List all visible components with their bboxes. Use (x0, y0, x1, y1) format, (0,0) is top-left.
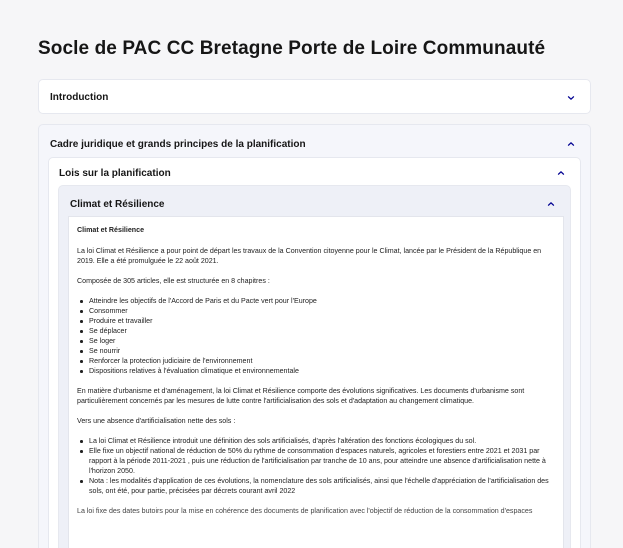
accordion-lois-planification-header[interactable] (49, 158, 580, 188)
accordion-climat-resilience (58, 185, 571, 548)
accordion-introduction (38, 79, 591, 114)
list-item: Consommer (77, 306, 555, 316)
content-paragraph-urbanisme: En matière d'urbanisme et d'aménagement, la loi Climat et Résilience comporte des évolutions significatives. Les documents d'urbanisme sont particulièrement concernés par les mesures de lutte contre l'artificialisation des sols et d'adaptation au changement climatique. (77, 387, 525, 405)
list-item: La loi Climat et Résilience introduit une définition des sols artificialisés, d'après l'altération des fonctions écologiques du sol. (77, 436, 555, 446)
accordion-introduction-header[interactable] (39, 80, 590, 115)
accordion-cadre-juridique-label: Cadre juridique et grands principes de la planification (50, 138, 306, 150)
accordion-climat-resilience-label: Climat et Résilience (70, 198, 165, 210)
accordion-cadre-juridique (38, 124, 591, 548)
list-item: Se déplacer (77, 326, 555, 336)
chevron-down-icon[interactable] (566, 93, 576, 103)
content-paragraph-dates: La loi fixe des dates butoirs pour la mise en cohérence des documents de planification avec l'objectif de réduction de la consommation d'espaces (77, 507, 533, 515)
accordion-introduction-label: Introduction (50, 92, 109, 103)
chevron-up-icon[interactable] (566, 139, 576, 149)
list-item: Produire et travailler (77, 316, 555, 326)
list-item: Elle fixe un objectif national de réduction de 50% du rythme de consommation d'espaces naturels, agricoles et forestiers entre 2021 et 2031 par rapport à la période 2011-2021 , puis une réduction de l'artificialisation par tranche de 10 ans, pour atteindre une absence d'artificialisation nette à l'horizon 2050. (77, 446, 555, 476)
list-item: Atteindre les objectifs de l'Accord de Paris et du Pacte vert pour l'Europe (77, 296, 555, 306)
climat-resilience-content (68, 216, 564, 548)
chapters-list (77, 296, 555, 376)
content-paragraph-artificialisation: Vers une absence d'artificialisation nette des sols : (77, 417, 236, 425)
list-item: Renforcer la protection judiciaire de l'environnement (77, 356, 555, 366)
chevron-up-icon[interactable] (556, 168, 566, 178)
content-paragraph-intro: La loi Climat et Résilience a pour point de départ les travaux de la Convention citoyenne pour le Climat, lancée par le Président de la République en 2019. Elle a été promulguée le 22 août 2021. (77, 247, 542, 265)
content-paragraph-structure: Composée de 305 articles, elle est structurée en 8 chapitres : (77, 277, 270, 285)
chevron-up-icon[interactable] (546, 199, 556, 209)
artificialisation-list (77, 436, 555, 496)
accordion-lois-planification (48, 157, 581, 548)
list-item: Se loger (77, 336, 555, 346)
list-item: Nota : les modalités d'application de ces évolutions, la nomenclature des sols artificialisés, ainsi que l'échelle d'appréciation de l'artificialisation des sols, ont été, pour partie, précisées par décrets courant avril 2022 (77, 476, 555, 496)
content-subtitle: Climat et Résilience (77, 226, 145, 234)
accordion-lois-planification-label: Lois sur la planification (59, 167, 171, 179)
page-title: Socle de PAC CC Bretagne Porte de Loire Communauté (38, 38, 546, 59)
list-item: Dispositions relatives à l'évaluation climatique et environnementale (77, 366, 555, 376)
list-item: Se nourrir (77, 346, 555, 356)
